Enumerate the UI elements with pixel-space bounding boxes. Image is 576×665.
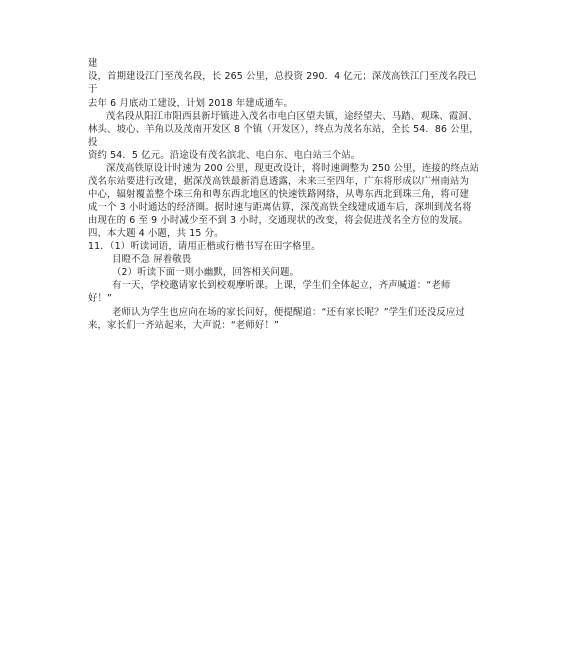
text-line: 资约 54．5 亿元。沿途设有茂名滨北、电白东、电白站三个站。 [88,150,361,161]
text-line: 来，家长们一齐站起来，大声说：“老师好！” [88,320,279,331]
text-line: 由现在的 6 至 9 小时减少至不到 3 小时，交通现状的改变，将会促进茂名全方位的发展。 [88,215,469,226]
text-line: 于 [88,84,98,95]
question-11-prompt: 11．（1）听读词语，请用正楷或行楷书写在田字格里。 [88,241,321,252]
text-line: 林头、坡心、羊角以及茂南开发区 8 个镇（开发区），终点为茂名东站，全长 54．86 公里， [88,124,479,135]
section-heading: 四、本大题 4 小题，共 15 分。 [88,228,224,239]
text-line: 投 [88,137,98,148]
paragraph-start-line: 深茂高铁原设计时速为 200 公里，现更改设计，将时速调整为 250 公里，连接的终点站 [106,163,480,174]
question-11-part2-prompt: （2）听读下面一则小幽默，回答相关问题。 [112,267,300,278]
text-line: 成一个 3 小时通达的经济圈。据时速与距离估算，深茂高铁全线建成通车后，深圳到茂名将 [88,202,472,213]
paragraph-start-line: 有一天，学校邀请家长到校观摩听课。上课，学生们全体起立，齐声喊道：“老师 [112,280,451,291]
text-line: 建 [88,58,98,69]
text-line: 中心，辐射覆盖整个珠三角和粤东西北地区的快速铁路网络，从粤东西北到珠三角，将可建 [88,189,470,200]
text-line: 设，首期建设江门至茂名段，长 265 公里，总投资 290．4 亿元；深茂高铁江门至茂名段已 [88,71,477,82]
paragraph-start-line: 茂名段从阳江市阳西县新圩镇进入茂名市电白区望夫镇，途经望夫、马踏、观珠、霞洞、 [106,111,478,122]
paragraph-start-line: 老师认为学生也应向在场的家长问好，便提醒道：“还有家长呢？”学生们还没反应过 [112,307,465,318]
text-line: 去年 6 月底动工建设，计划 2018 年建成通车。 [88,98,294,109]
text-line: 茂名东站要进行改建，据深茂高铁最新消息透露，未来三至四年，广东将形成以广州南站为 [88,176,470,187]
text-line: 好！” [88,293,113,304]
question-11-words: 目瞪不急 屏着敬畏 [112,254,192,265]
